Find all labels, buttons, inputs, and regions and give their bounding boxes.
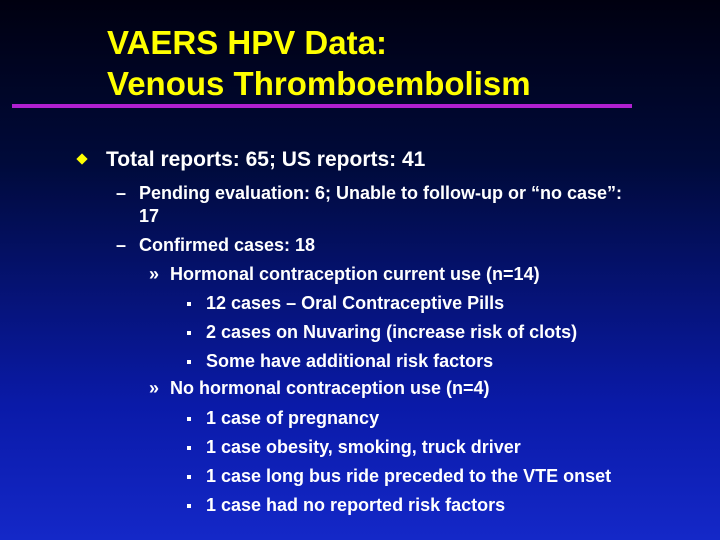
hormonal-item: Some have additional risk factors [206,351,494,371]
dash-marker: – [116,235,127,255]
title-underline [12,104,632,108]
no-hormonal-use-text: No hormonal contraception use (n=4) [170,378,490,398]
square-bullet-icon [187,302,191,306]
pending-evaluation-text: Pending evaluation: 6; Unable to follow-up or “no case”: [139,183,623,203]
square-bullet-icon [187,360,191,364]
confirmed-cases-text: Confirmed cases: 18 [139,235,316,255]
square-bullet-icon [187,446,191,450]
diamond-icon [76,153,87,164]
hormonal-item: 2 cases on Nuvaring (increase risk of clots) [206,322,578,342]
no-hormonal-item: 1 case long bus ride preceded to the VTE onset [206,466,612,486]
square-bullet-icon [187,417,191,421]
hormonal-item: 12 cases – Oral Contraceptive Pills [206,293,505,313]
no-hormonal-item: 1 case had no reported risk factors [206,495,506,515]
raquo-marker: » [149,264,160,284]
title-line-2: Venous Thromboembolism [107,65,531,102]
hormonal-use-text: Hormonal contraception current use (n=14) [170,264,540,284]
main-bullet-text: Total reports: 65; US reports: 41 [106,148,426,171]
square-bullet-icon [187,504,191,508]
title-line-1: VAERS HPV Data: [107,24,387,61]
raquo-marker: » [149,378,160,398]
dash-marker: – [116,183,127,203]
slide-title [107,22,531,104]
pending-evaluation-continued: 17 [139,206,160,226]
square-bullet-icon [187,475,191,479]
no-hormonal-item: 1 case obesity, smoking, truck driver [206,437,521,457]
square-bullet-icon [187,331,191,335]
no-hormonal-item: 1 case of pregnancy [206,408,380,428]
